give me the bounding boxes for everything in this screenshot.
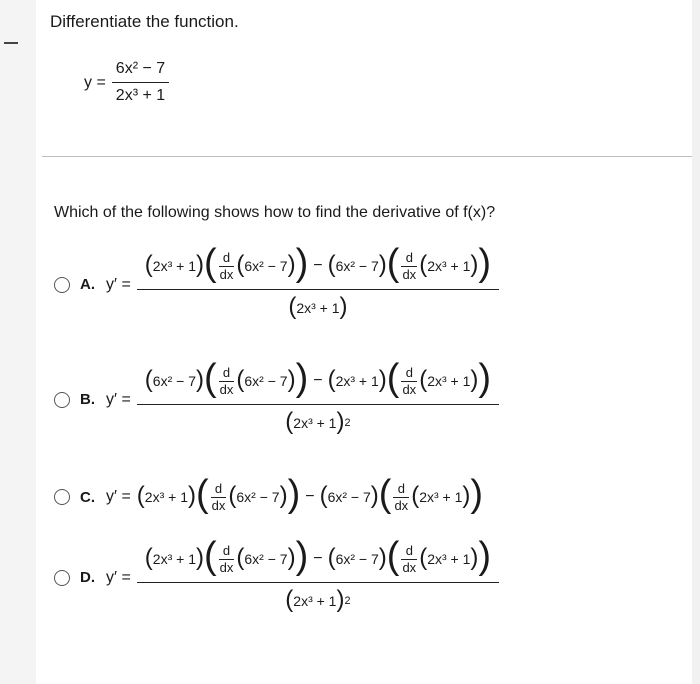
derivative-operator: d dx [402, 364, 417, 397]
minus-sign: − [305, 488, 315, 505]
first-factor: 6x² − 7 [152, 373, 196, 389]
radio-button[interactable] [54, 489, 70, 505]
left-edge [0, 0, 36, 684]
option-numerator: ( 6x² − 7 ) ( d dx ( 6x² − 7 ) ) − ( 2x³ + 1 ) ( d dx ( 2x³ + 1 ) ) [144, 357, 492, 399]
given-numerator: 6x² − 7 [115, 60, 166, 77]
second-factor: 6x² − 7 [327, 489, 371, 505]
option-c[interactable] [54, 473, 484, 516]
minus-sign: − [313, 257, 323, 274]
minus-sign: − [313, 550, 323, 567]
right-edge [692, 0, 700, 684]
option-letter: D. [80, 569, 95, 586]
option-expression: ( 2x³ + 1 ) ( d dx ( 6x² − 7 ) ) − ( 6x² − 7 ) ( d dx ( 2x³ + 1 ) ) [136, 473, 484, 515]
radio-button[interactable] [54, 392, 70, 408]
option-numerator: ( 2x³ + 1 ) ( d dx ( 6x² − 7 ) ) − ( 6x² − 7 ) ( d dx ( 2x³ + 1 ) ) [144, 535, 492, 577]
option-denominator: ( 2x³ + 1 ) 2 [285, 408, 351, 435]
option-letter: C. [80, 488, 95, 506]
question-panel [36, 0, 692, 684]
option-b[interactable] [54, 357, 499, 437]
first-factor: 2x³ + 1 [144, 489, 188, 505]
option-prefix: y′ = [106, 275, 131, 293]
given-denominator: 2x³ + 1 [115, 87, 166, 104]
derivative-operator: d dx [211, 480, 226, 513]
derivative-operator: d dx [219, 249, 234, 282]
option-a[interactable] [54, 242, 499, 322]
option-prefix: y′ = [106, 568, 131, 586]
first-inner: 6x² − 7 [244, 373, 288, 389]
second-inner: 2x³ + 1 [427, 258, 471, 274]
option-prefix: y′ = [106, 390, 131, 408]
instruction: Differentiate the function. [50, 12, 239, 31]
option-denominator: ( 2x³ + 1 ) 2 [285, 586, 351, 613]
option-prefix: y′ = [106, 488, 131, 505]
option-letter: A. [80, 276, 95, 293]
fraction-bar [137, 289, 499, 290]
fraction-bar [137, 404, 499, 405]
minus-sign: − [313, 372, 323, 389]
option-letter: B. [80, 391, 95, 408]
given-fraction [112, 60, 169, 105]
option-fraction [137, 357, 499, 437]
second-factor: 2x³ + 1 [335, 373, 379, 389]
second-inner: 2x³ + 1 [419, 489, 463, 505]
radio-button[interactable] [54, 277, 70, 293]
first-inner: 6x² − 7 [244, 551, 288, 567]
first-inner: 6x² − 7 [236, 489, 280, 505]
derivative-operator: d dx [219, 364, 234, 397]
fraction-bar [137, 582, 499, 583]
divider [42, 156, 692, 157]
derivative-operator: d dx [402, 542, 417, 575]
option-fraction [137, 242, 499, 322]
first-factor: 2x³ + 1 [152, 258, 196, 274]
second-factor: 6x² − 7 [335, 551, 379, 567]
option-numerator: ( 2x³ + 1 ) ( d dx ( 6x² − 7 ) ) − ( 6x² − 7 ) ( d dx ( 2x³ + 1 ) ) [144, 242, 492, 284]
question-text: Which of the following shows how to find the derivative of f(x)? [54, 204, 496, 221]
collapse-mark [4, 42, 18, 44]
second-factor: 6x² − 7 [335, 258, 379, 274]
first-factor: 2x³ + 1 [152, 551, 196, 567]
radio-button[interactable] [54, 570, 70, 586]
derivative-operator: d dx [394, 480, 409, 513]
second-inner: 2x³ + 1 [427, 551, 471, 567]
option-fraction [137, 535, 499, 615]
derivative-operator: d dx [219, 542, 234, 575]
fraction-bar [112, 82, 169, 83]
given-function [84, 60, 169, 105]
derivative-operator: d dx [402, 249, 417, 282]
option-denominator: ( 2x³ + 1 ) [288, 293, 348, 320]
first-inner: 6x² − 7 [244, 258, 288, 274]
option-d[interactable] [54, 535, 499, 615]
second-inner: 2x³ + 1 [427, 373, 471, 389]
y-label: y = [84, 73, 106, 91]
